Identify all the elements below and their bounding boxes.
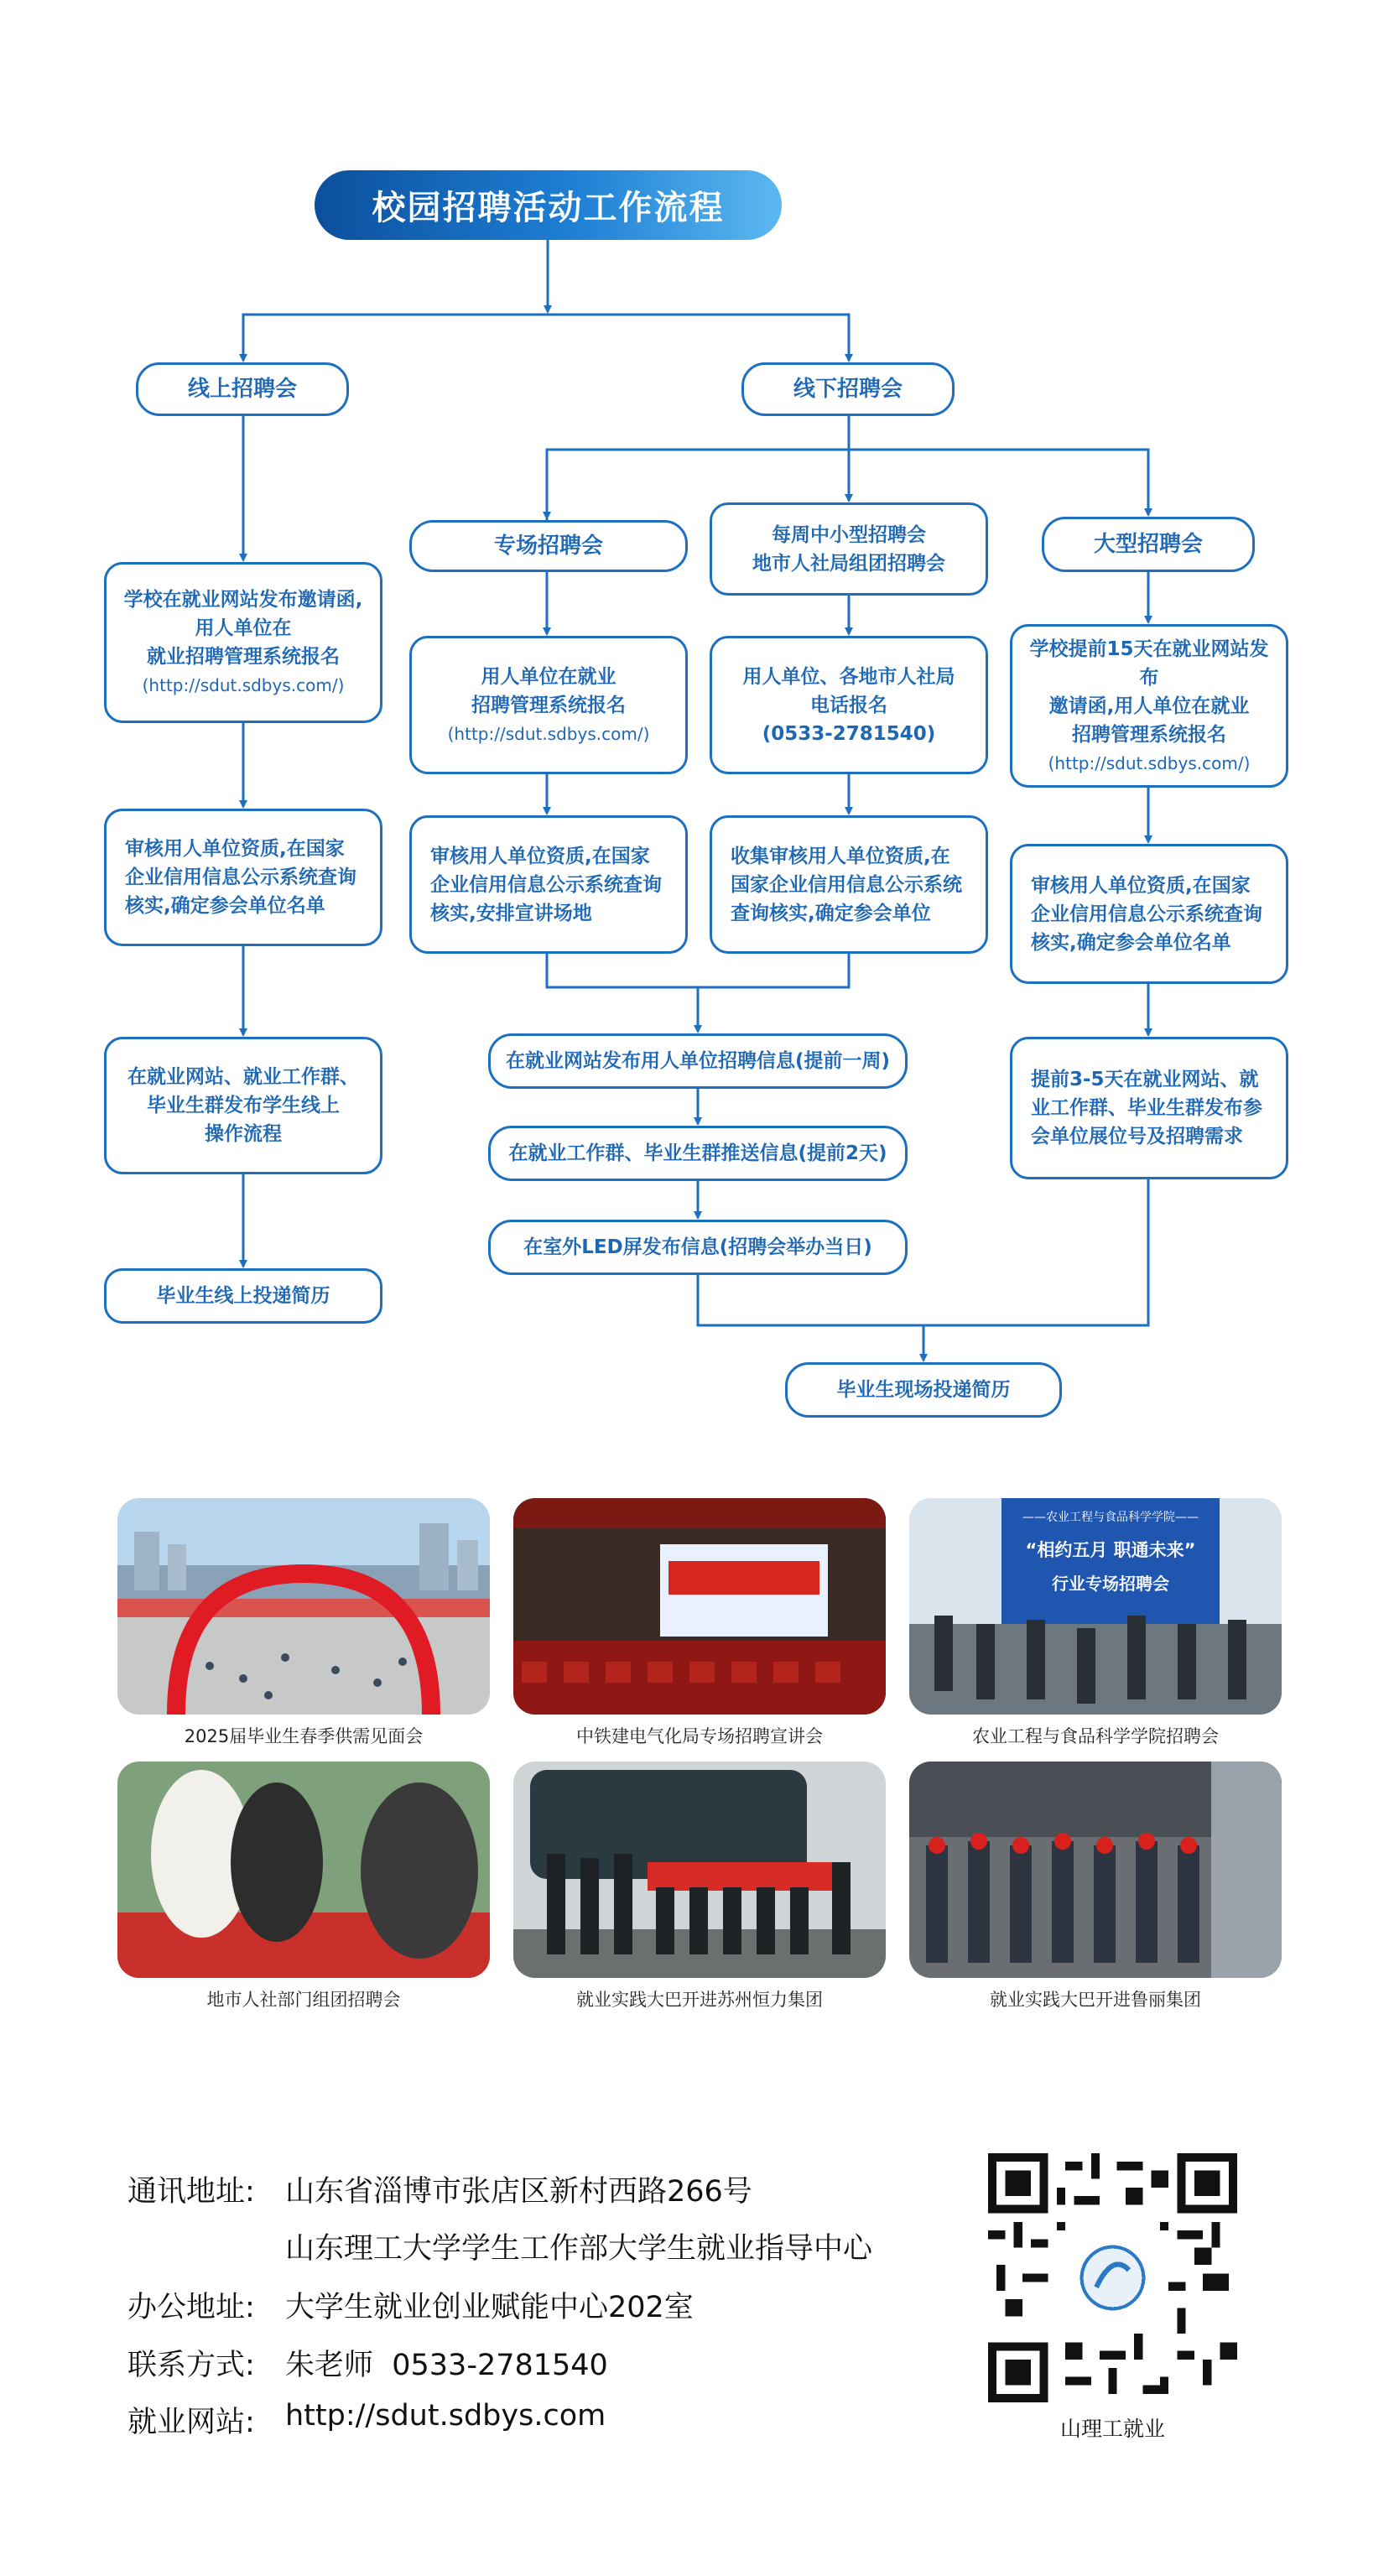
office-value: 大学生就业创业赋能中心202室 bbox=[285, 2291, 694, 2324]
address-line-2: 山东理工大学学生工作部大学生就业指导中心 bbox=[285, 2232, 873, 2266]
text-line: (0533-2781540) bbox=[762, 722, 936, 745]
banner-sub-text: 行业专场招聘会 bbox=[1052, 1574, 1169, 1594]
address-label: 通讯地址: bbox=[127, 2175, 255, 2209]
large-review-box bbox=[1010, 844, 1288, 984]
photo-caption: 就业实践大巴开进苏州恒力集团 bbox=[576, 1990, 823, 2010]
railway-talk-illustration bbox=[513, 1498, 886, 1715]
photo-bus-hengli bbox=[513, 1762, 886, 1978]
publish-step-groups bbox=[488, 1126, 908, 1181]
text-line: 核实,安排宣讲场地 bbox=[430, 902, 592, 924]
large-publish-box bbox=[1010, 1037, 1288, 1179]
text-line: 审核用人单位资质,在国家 bbox=[430, 845, 650, 867]
text-line: 学校在就业网站发布邀请函, bbox=[123, 589, 363, 611]
special-fair-box bbox=[409, 520, 688, 572]
special-register-box bbox=[409, 636, 688, 774]
photo-caption: 2025届毕业生春季供需见面会 bbox=[184, 1726, 424, 1746]
url-text: (http://sdut.sdbys.com/) bbox=[1048, 752, 1251, 773]
phone-label: 联系方式: bbox=[127, 2349, 255, 2382]
offline-fair-box bbox=[741, 362, 955, 416]
text-line: 在就业网站发布用人单位招聘信息(提前一周) bbox=[505, 1050, 891, 1072]
text-line: 招聘管理系统报名 bbox=[471, 694, 626, 716]
text-line: 电话报名 bbox=[810, 694, 887, 716]
photo-city-fair bbox=[117, 1762, 490, 1978]
photo-caption: 中铁建电气化局专场招聘宣讲会 bbox=[576, 1726, 823, 1746]
publish-step-website bbox=[488, 1033, 908, 1089]
phone-value: 朱老师 0533-2781540 bbox=[285, 2349, 608, 2382]
text-line: 用人单位在就业 bbox=[481, 665, 616, 688]
qr-code-graphic bbox=[988, 2153, 1237, 2402]
text-line: 地市人社局组团招聘会 bbox=[752, 552, 945, 575]
special-fair-label: 专场招聘会 bbox=[493, 533, 603, 559]
photo-spring-fair bbox=[117, 1498, 490, 1715]
online-step-invite bbox=[104, 562, 382, 723]
text-line: 企业信用信息公示系统查询 bbox=[1031, 903, 1262, 925]
text-line: 核实,确定参会单位名单 bbox=[1031, 931, 1231, 954]
text-line: 会单位展位号及招聘需求 bbox=[1031, 1126, 1243, 1147]
address-line-1: 山东省淄博市张店区新村西路266号 bbox=[285, 2175, 752, 2209]
weekly-review-box bbox=[710, 815, 988, 954]
photo-agri-fair bbox=[909, 1498, 1282, 1715]
text-line: 企业信用信息公示系统查询 bbox=[125, 866, 356, 888]
online-fair-label: 线上招聘会 bbox=[187, 377, 297, 402]
text-line: 毕业生线上投递简历 bbox=[156, 1285, 330, 1307]
special-review-box bbox=[409, 815, 688, 954]
online-step-submit bbox=[104, 1268, 382, 1324]
weekly-register-box bbox=[710, 636, 988, 774]
text-line: 毕业生群发布学生线上 bbox=[147, 1095, 340, 1116]
text-line: 审核用人单位资质,在国家 bbox=[125, 838, 345, 860]
text-line: 审核用人单位资质,在国家 bbox=[1031, 874, 1251, 897]
photo-caption: 地市人社部门组团招聘会 bbox=[206, 1990, 401, 2010]
page-title: 校园招聘活动工作流程 bbox=[315, 170, 782, 240]
agri-fair-illustration bbox=[909, 1498, 1282, 1715]
final-onsite-submit bbox=[785, 1362, 1062, 1418]
text-line: 毕业生现场投递简历 bbox=[836, 1379, 1011, 1401]
text-line: 用人单位、各地市人社局 bbox=[742, 665, 955, 688]
url-text: (http://sdut.sdbys.com/) bbox=[447, 723, 650, 744]
text-line: 邀请函,用人单位在就业 bbox=[1048, 695, 1250, 717]
large-register-box bbox=[1010, 624, 1288, 788]
text-line: 在就业工作群、毕业生群推送信息(提前2天) bbox=[508, 1142, 887, 1164]
text-line: 操作流程 bbox=[205, 1123, 282, 1145]
text-line: 国家企业信用信息公示系统 bbox=[731, 873, 962, 896]
text-line: 招聘管理系统报名 bbox=[1072, 723, 1226, 746]
photo-caption: 就业实践大巴开进鲁丽集团 bbox=[990, 1990, 1201, 2010]
text-line: 业工作群、毕业生群发布参 bbox=[1031, 1097, 1262, 1119]
text-line: 企业信用信息公示系统查询 bbox=[430, 873, 662, 896]
online-step-publish bbox=[104, 1037, 382, 1174]
photo-caption: 农业工程与食品科学学院招聘会 bbox=[972, 1726, 1219, 1746]
url-text: (http://sdut.sdbys.com/) bbox=[142, 675, 345, 695]
text-line: 在室外LED屏发布信息(招聘会举办当日) bbox=[523, 1236, 872, 1258]
text-line: 核实,确定参会单位名单 bbox=[125, 895, 325, 917]
text-line: 就业招聘管理系统报名 bbox=[147, 646, 340, 668]
qr-code[interactable] bbox=[988, 2153, 1237, 2402]
bus-luli-illustration bbox=[909, 1762, 1282, 1978]
bus-hengli-illustration bbox=[513, 1762, 886, 1978]
qr-caption: 山理工就业 bbox=[1059, 2417, 1165, 2441]
text-line: 用人单位在 bbox=[195, 617, 292, 639]
text-line: 收集审核用人单位资质,在 bbox=[731, 845, 950, 867]
publish-step-led bbox=[488, 1220, 908, 1275]
large-fair-box bbox=[1042, 517, 1255, 572]
website-link[interactable]: http://sdut.sdbys.com bbox=[285, 2399, 606, 2433]
banner-main-text: “相约五月 职通未来” bbox=[1025, 1540, 1196, 1560]
website-label: 就业网站: bbox=[127, 2406, 255, 2439]
photo-bus-luli bbox=[909, 1762, 1282, 1978]
banner-top-text: ——农业工程与食品科学学院—— bbox=[1022, 1511, 1199, 1524]
city-fair-illustration bbox=[117, 1762, 490, 1978]
office-label: 办公地址: bbox=[127, 2291, 255, 2324]
text-line: 在就业网站、就业工作群、 bbox=[127, 1066, 359, 1088]
text-line: 每周中小型招聘会 bbox=[772, 523, 926, 546]
text-line: 查询核实,确定参会单位 bbox=[731, 902, 931, 924]
online-step-review bbox=[104, 809, 382, 946]
spring-fair-illustration bbox=[117, 1498, 490, 1715]
photo-railway-talk bbox=[513, 1498, 886, 1715]
weekly-fair-box bbox=[710, 502, 988, 596]
large-fair-label: 大型招聘会 bbox=[1093, 532, 1203, 557]
text-line: 提前3-5天在就业网站、就 bbox=[1031, 1069, 1259, 1090]
online-fair-box bbox=[136, 362, 349, 416]
text-line: 学校提前15天在就业网站发布 bbox=[1029, 637, 1269, 689]
offline-fair-label: 线下招聘会 bbox=[793, 377, 903, 402]
